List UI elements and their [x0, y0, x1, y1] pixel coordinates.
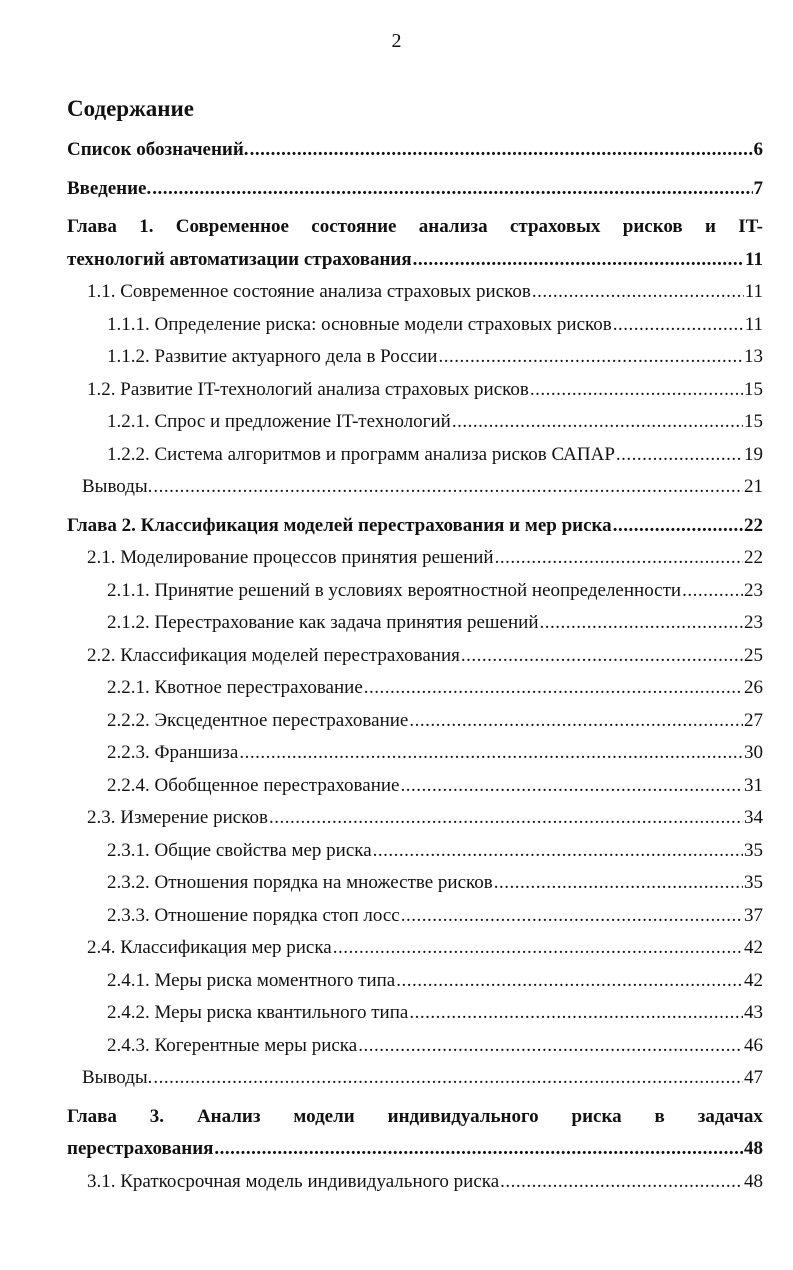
leader-dots [364, 672, 743, 705]
toc-entry-page: 23 [744, 579, 763, 601]
word: индивидуального [387, 1105, 539, 1127]
toc-entry-page: 22 [744, 547, 763, 568]
toc-entry-page: 37 [744, 904, 763, 926]
toc-entry-text: 2.2.4. Обобщенное перестрахование [107, 774, 400, 796]
toc-entry-text: Глава 2. Классификация моделей перестрахования и мер риска [67, 514, 612, 536]
toc-entry[interactable] [67, 542, 763, 575]
toc-entry[interactable] [67, 672, 763, 705]
toc-entry[interactable] [67, 134, 763, 167]
word: IT- [738, 216, 763, 237]
toc-entry[interactable] [67, 607, 763, 640]
toc-entry[interactable] [67, 276, 763, 309]
toc-entry-text: 2.2.1. Квотное перестрахование [107, 677, 363, 698]
leader-dots [452, 406, 743, 439]
toc-entry[interactable] [67, 406, 763, 439]
toc-entry[interactable] [67, 510, 763, 543]
toc-entry-page: 21 [744, 476, 763, 497]
leader-dots [613, 510, 743, 543]
toc-entry-page: 31 [744, 774, 763, 796]
word: Глава [67, 216, 117, 237]
toc-entry-text: 2.4. Классификация мер риска [87, 937, 332, 958]
leader-dots [409, 997, 743, 1030]
leader-dots [461, 640, 743, 673]
toc-entry-text: 2.4.2. Меры риска квантильного типа [107, 1002, 409, 1023]
word: страховых [509, 216, 601, 237]
leader-dots [616, 439, 743, 472]
toc-entry[interactable] [67, 640, 763, 673]
toc-entry-text: 3.1. Краткосрочная модель индивидуального риска [87, 1170, 500, 1192]
leader-dots [214, 1133, 743, 1166]
toc-entry[interactable] [67, 1030, 763, 1063]
toc-entry[interactable] [67, 1062, 763, 1095]
leader-dots [153, 471, 743, 504]
toc-entry-text: 2.3. Измерение рисков [87, 807, 268, 828]
toc-entry-page: 34 [744, 807, 763, 828]
word: модели [293, 1105, 355, 1127]
word: 3. [149, 1105, 165, 1127]
toc-entry-text: перестрахования [67, 1138, 214, 1159]
toc-entry[interactable] [67, 900, 763, 933]
toc-entry-page: 27 [744, 709, 763, 731]
toc-entry-page: 23 [744, 612, 763, 633]
word: риска [571, 1105, 622, 1127]
toc-entry[interactable] [67, 439, 763, 472]
leader-dots [613, 309, 744, 342]
toc-entry[interactable] [67, 802, 763, 835]
toc-entry-page: 43 [744, 1002, 763, 1023]
toc-entry-page: 48 [744, 1138, 763, 1159]
toc-entry-text: 1.1. Современное состояние анализа страховых рисков [87, 281, 531, 302]
toc-entry[interactable] [67, 867, 763, 900]
toc-entry-text: 2.3.3. Отношение порядка стоп лосс [107, 904, 400, 926]
toc-entry-text: 2.1. Моделирование процессов принятия решений [87, 547, 494, 568]
toc-entry[interactable] [67, 932, 763, 965]
word: в [654, 1105, 665, 1127]
toc-entry-page: 47 [744, 1067, 763, 1088]
leader-dots [401, 900, 743, 933]
leader-dots [400, 770, 743, 803]
page-number: 2 [391, 30, 402, 52]
toc-entry-text: 2.1.1. Принятие решений в условиях вероятностной неопределенности [107, 579, 682, 601]
toc-entry-text: 1.2. Развитие IT-технологий анализа страховых рисков [87, 378, 529, 400]
leader-dots [494, 867, 743, 900]
toc-entry-page: 15 [744, 378, 763, 400]
toc-entry[interactable] [67, 1166, 763, 1199]
toc-entry-page: 42 [744, 969, 763, 991]
toc-entry-page: 7 [753, 177, 763, 199]
word: и [705, 216, 716, 237]
toc-entry-page: 42 [744, 937, 763, 958]
toc-entry-page: 11 [744, 313, 763, 335]
toc-entry-page: 13 [744, 346, 763, 367]
toc-entry[interactable] [67, 965, 763, 998]
toc-entry-page: 25 [744, 644, 763, 666]
leader-dots [500, 1166, 743, 1199]
toc-entry-text: 2.3.1. Общие свойства мер риска [107, 839, 372, 861]
toc-entry-page: 11 [744, 281, 763, 302]
toc-entry[interactable] [67, 341, 763, 374]
toc-entry-page: 35 [744, 839, 763, 861]
toc-entry-page: 30 [744, 742, 763, 763]
word: задачах [697, 1105, 763, 1127]
word: Анализ [196, 1105, 261, 1127]
leader-dots [269, 802, 743, 835]
toc-entry[interactable] [67, 374, 763, 407]
toc-entry-text: Список обозначений. [67, 139, 249, 160]
toc-entry[interactable] [67, 835, 763, 868]
leader-dots [409, 705, 743, 738]
leader-dots [540, 607, 744, 640]
leader-dots [532, 276, 744, 309]
leader-dots [396, 965, 743, 998]
leader-dots [530, 374, 743, 407]
leader-dots [413, 244, 744, 277]
toc-entry-text: Введение. [67, 177, 152, 199]
toc-entry[interactable] [67, 575, 763, 608]
leader-dots [438, 341, 743, 374]
toc-entry-second-line [67, 244, 763, 277]
toc-entry[interactable] [67, 309, 763, 342]
word: рисков [622, 216, 683, 237]
toc-entry-text: 1.2.1. Спрос и предложение IT-технологий [107, 411, 451, 432]
toc-entry-page: 15 [744, 411, 763, 432]
toc-chapter-entry[interactable] [67, 1101, 763, 1166]
toc-entry-page: 19 [744, 443, 763, 465]
toc-entry-text: технологий автоматизации страхования [67, 248, 412, 270]
toc-entry-text: 1.1.1. Определение риска: основные модели страховых рисков [107, 313, 612, 335]
leader-dots [152, 173, 752, 206]
page-title: Содержание [67, 96, 194, 121]
leader-dots [373, 835, 743, 868]
leader-dots [682, 575, 743, 608]
toc-entry[interactable] [67, 173, 763, 206]
toc-entry-text: 2.2.3. Франшиза [107, 742, 239, 763]
word: 1. [139, 216, 154, 237]
word: анализа [418, 216, 488, 237]
toc-entry-page: 48 [744, 1170, 763, 1192]
word: Современное [175, 216, 289, 237]
toc-entry-text: 2.2. Классификация моделей перестрахования [87, 644, 460, 666]
leader-dots [333, 932, 743, 965]
toc-entry[interactable] [67, 997, 763, 1030]
leader-dots [250, 134, 753, 167]
toc-chapter-entry[interactable] [67, 211, 763, 276]
toc-entry-text: 2.4.1. Меры риска моментного типа [107, 969, 396, 991]
toc-entry[interactable] [67, 737, 763, 770]
toc-entry-text: 2.4.3. Когерентные меры риска [107, 1034, 358, 1056]
toc-entry[interactable] [67, 471, 763, 504]
toc-entry-first-line [67, 211, 763, 244]
toc-entry-page: 22 [744, 514, 763, 536]
toc-entry-text: 1.1.2. Развитие актуарного дела в России [107, 346, 438, 367]
toc-entry-text: Выводы. [82, 476, 153, 497]
toc-entry-page: 35 [744, 872, 763, 893]
toc-entry-page: 46 [744, 1034, 763, 1056]
word: состояние [311, 216, 397, 237]
leader-dots [495, 542, 743, 575]
toc-entry-text: 2.1.2. Перестрахование как задача принятия решений [107, 612, 539, 633]
toc-entry-text: 2.2.2. Эксцедентное перестрахование [107, 709, 409, 731]
leader-dots [153, 1062, 743, 1095]
toc-entry-text: 1.2.2. Система алгоритмов и программ анализа рисков САПАР [107, 443, 615, 465]
table-of-contents [67, 134, 763, 1198]
toc-entry-page: 26 [744, 677, 763, 698]
toc-entry-text: Выводы. [82, 1067, 153, 1088]
toc-entry-page: 11 [745, 248, 763, 270]
toc-entry-second-line [67, 1133, 763, 1166]
toc-entry-text: 2.3.2. Отношения порядка на множестве рисков [107, 872, 493, 893]
word: Глава [67, 1105, 117, 1127]
leader-dots [358, 1030, 743, 1063]
toc-entry[interactable] [67, 705, 763, 738]
toc-entry[interactable] [67, 770, 763, 803]
leader-dots [239, 737, 743, 770]
toc-entry-page: 6 [753, 139, 763, 160]
toc-entry-first-line [67, 1101, 763, 1134]
